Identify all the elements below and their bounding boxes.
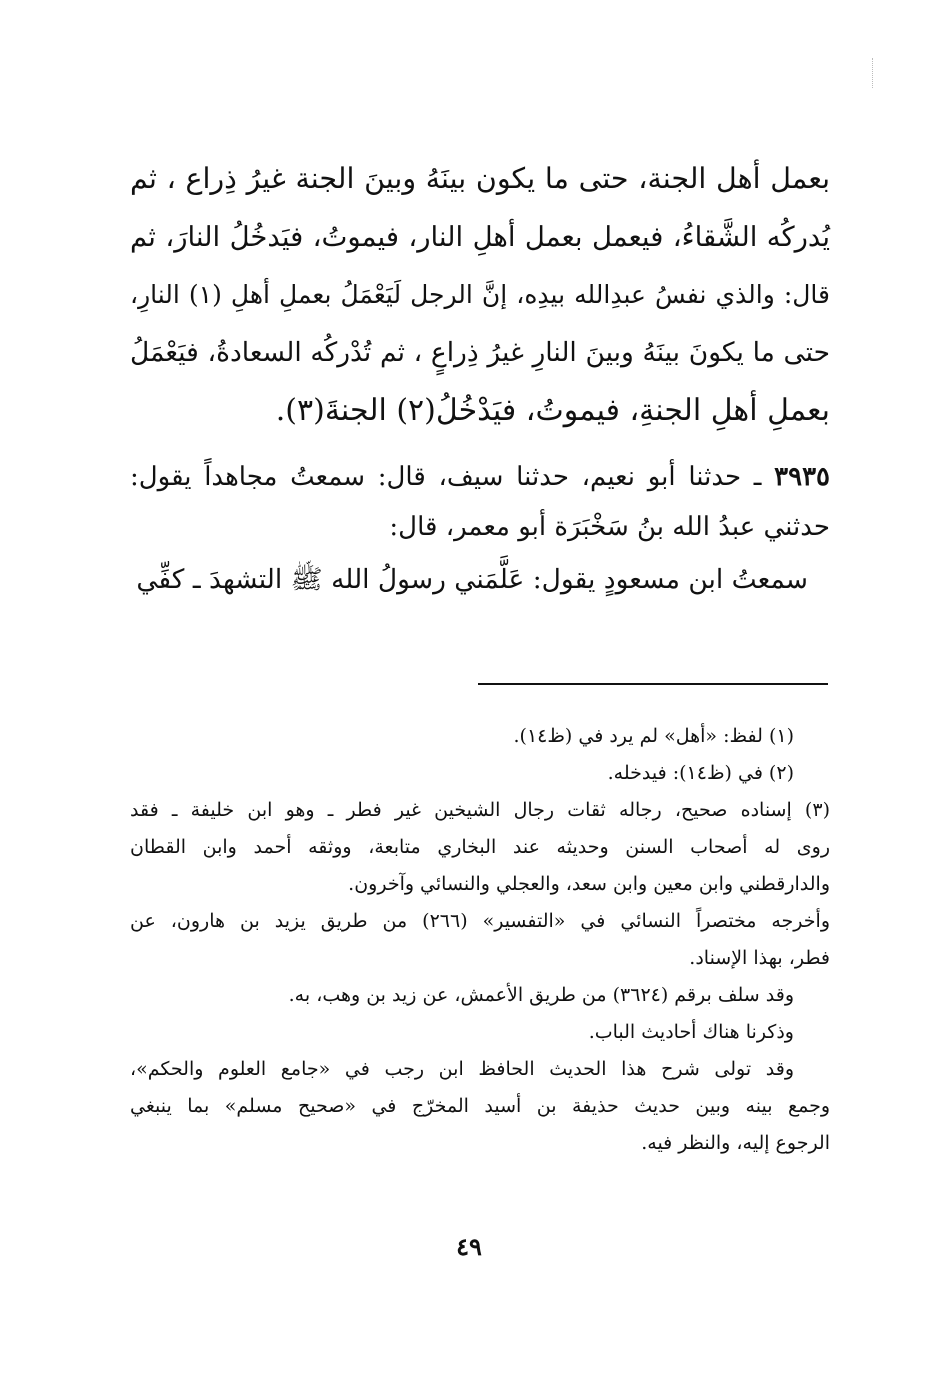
hadith-matn-line: سمعتُ ابن مسعودٍ يقول: عَلَّمَني رسولُ الله ﷺ التشهدَ ـ كفِّي — [136, 564, 808, 595]
hadith-isnad-text: ـ حدثنا أبو نعيم، حدثنا سيف، قال: سمعتُ مجاهداً يقول: — [130, 462, 775, 492]
hadith-number: ٣٩٣٥ — [774, 462, 830, 492]
footnote-3-line: (٣) إسناده صحيح، رجاله ثقات رجال الشيخين غير فطر ـ وهو ابن خليفة ـ فقد — [130, 799, 830, 821]
footnote-2: (٢) في (ظ١٤): فيدخله. — [607, 762, 794, 784]
footnote-3-line: وقد سلف برقم (٣٦٢٤) من طريق الأعمش، عن زيد بن وهب، به. — [288, 984, 794, 1006]
main-text-line: حتى ما يكونَ بينَهُ وبينَ النارِ غيرُ ذِراعٍ ، ثم تُدْركُه السعادةُ، فيَعْمَلُ — [130, 337, 830, 368]
footnote-divider — [478, 683, 828, 685]
footnote-3-line: وجمع بينه وبين حديث حذيفة بن أسيد المخرّج في «صحيح مسلم» بما ينبغي — [130, 1095, 830, 1117]
footnotes-block — [130, 718, 830, 1162]
scan-mark — [872, 58, 877, 88]
footnote-3-line: وأخرجه مختصراً النسائي في «التفسير» (٢٦٦) من طريق يزيد بن هارون، عن — [130, 910, 830, 932]
footnote-3-line: وذكرنا هناك أحاديث الباب. — [588, 1021, 794, 1043]
hadith-block — [130, 452, 830, 552]
footnote-1: (١) لفظ: «أهل» لم يرد في (ظ١٤). — [513, 725, 794, 747]
footnote-3-line: فطر، بهذا الإسناد. — [689, 947, 830, 969]
footnote-3-line: وقد تولى شرح هذا الحديث الحافظ ابن رجب في «جامع العلوم والحكم»، — [130, 1058, 794, 1080]
main-text-line: بعمل أهل الجنة، حتى ما يكون بينَهُ وبينَ الجنة غيرُ ذِراع ، ثم — [130, 162, 830, 195]
footnote-3-line: روى له أصحاب السنن وحديثه عند البخاري متابعة، ووثقه أحمد وابن القطان — [130, 836, 830, 858]
footnote-3-line: الرجوع إليه، والنظر فيه. — [641, 1132, 830, 1154]
page-number: ٤٩ — [456, 1232, 482, 1261]
main-text-block — [130, 150, 830, 440]
main-text-line: بعملِ أهلِ الجنةِ، فيموتُ، فيَدْخُلُ(٢) الجنةَ(٣). — [275, 393, 830, 428]
hadith-isnad-line-2: حدثني عبدُ الله بنُ سَخْبَرَة أبو معمر، قال: — [389, 512, 830, 542]
footnote-3-line: والدارقطني وابن معين وابن سعد، والعجلي والنسائي وآخرون. — [348, 873, 830, 895]
main-text-line: قال: والذي نفسُ عبدِالله بيدِه، إنَّ الرجل لَيَعْمَلُ بعملِ أهلِ (١) النارِ، — [130, 280, 830, 309]
main-text-line: يُدركُه الشَّقاءُ، فيعمل بعمل أهلِ النار، فيموتُ، فيَدخُلُ النارَ، ثم — [130, 221, 830, 253]
hadith-isnad-line — [130, 452, 830, 502]
